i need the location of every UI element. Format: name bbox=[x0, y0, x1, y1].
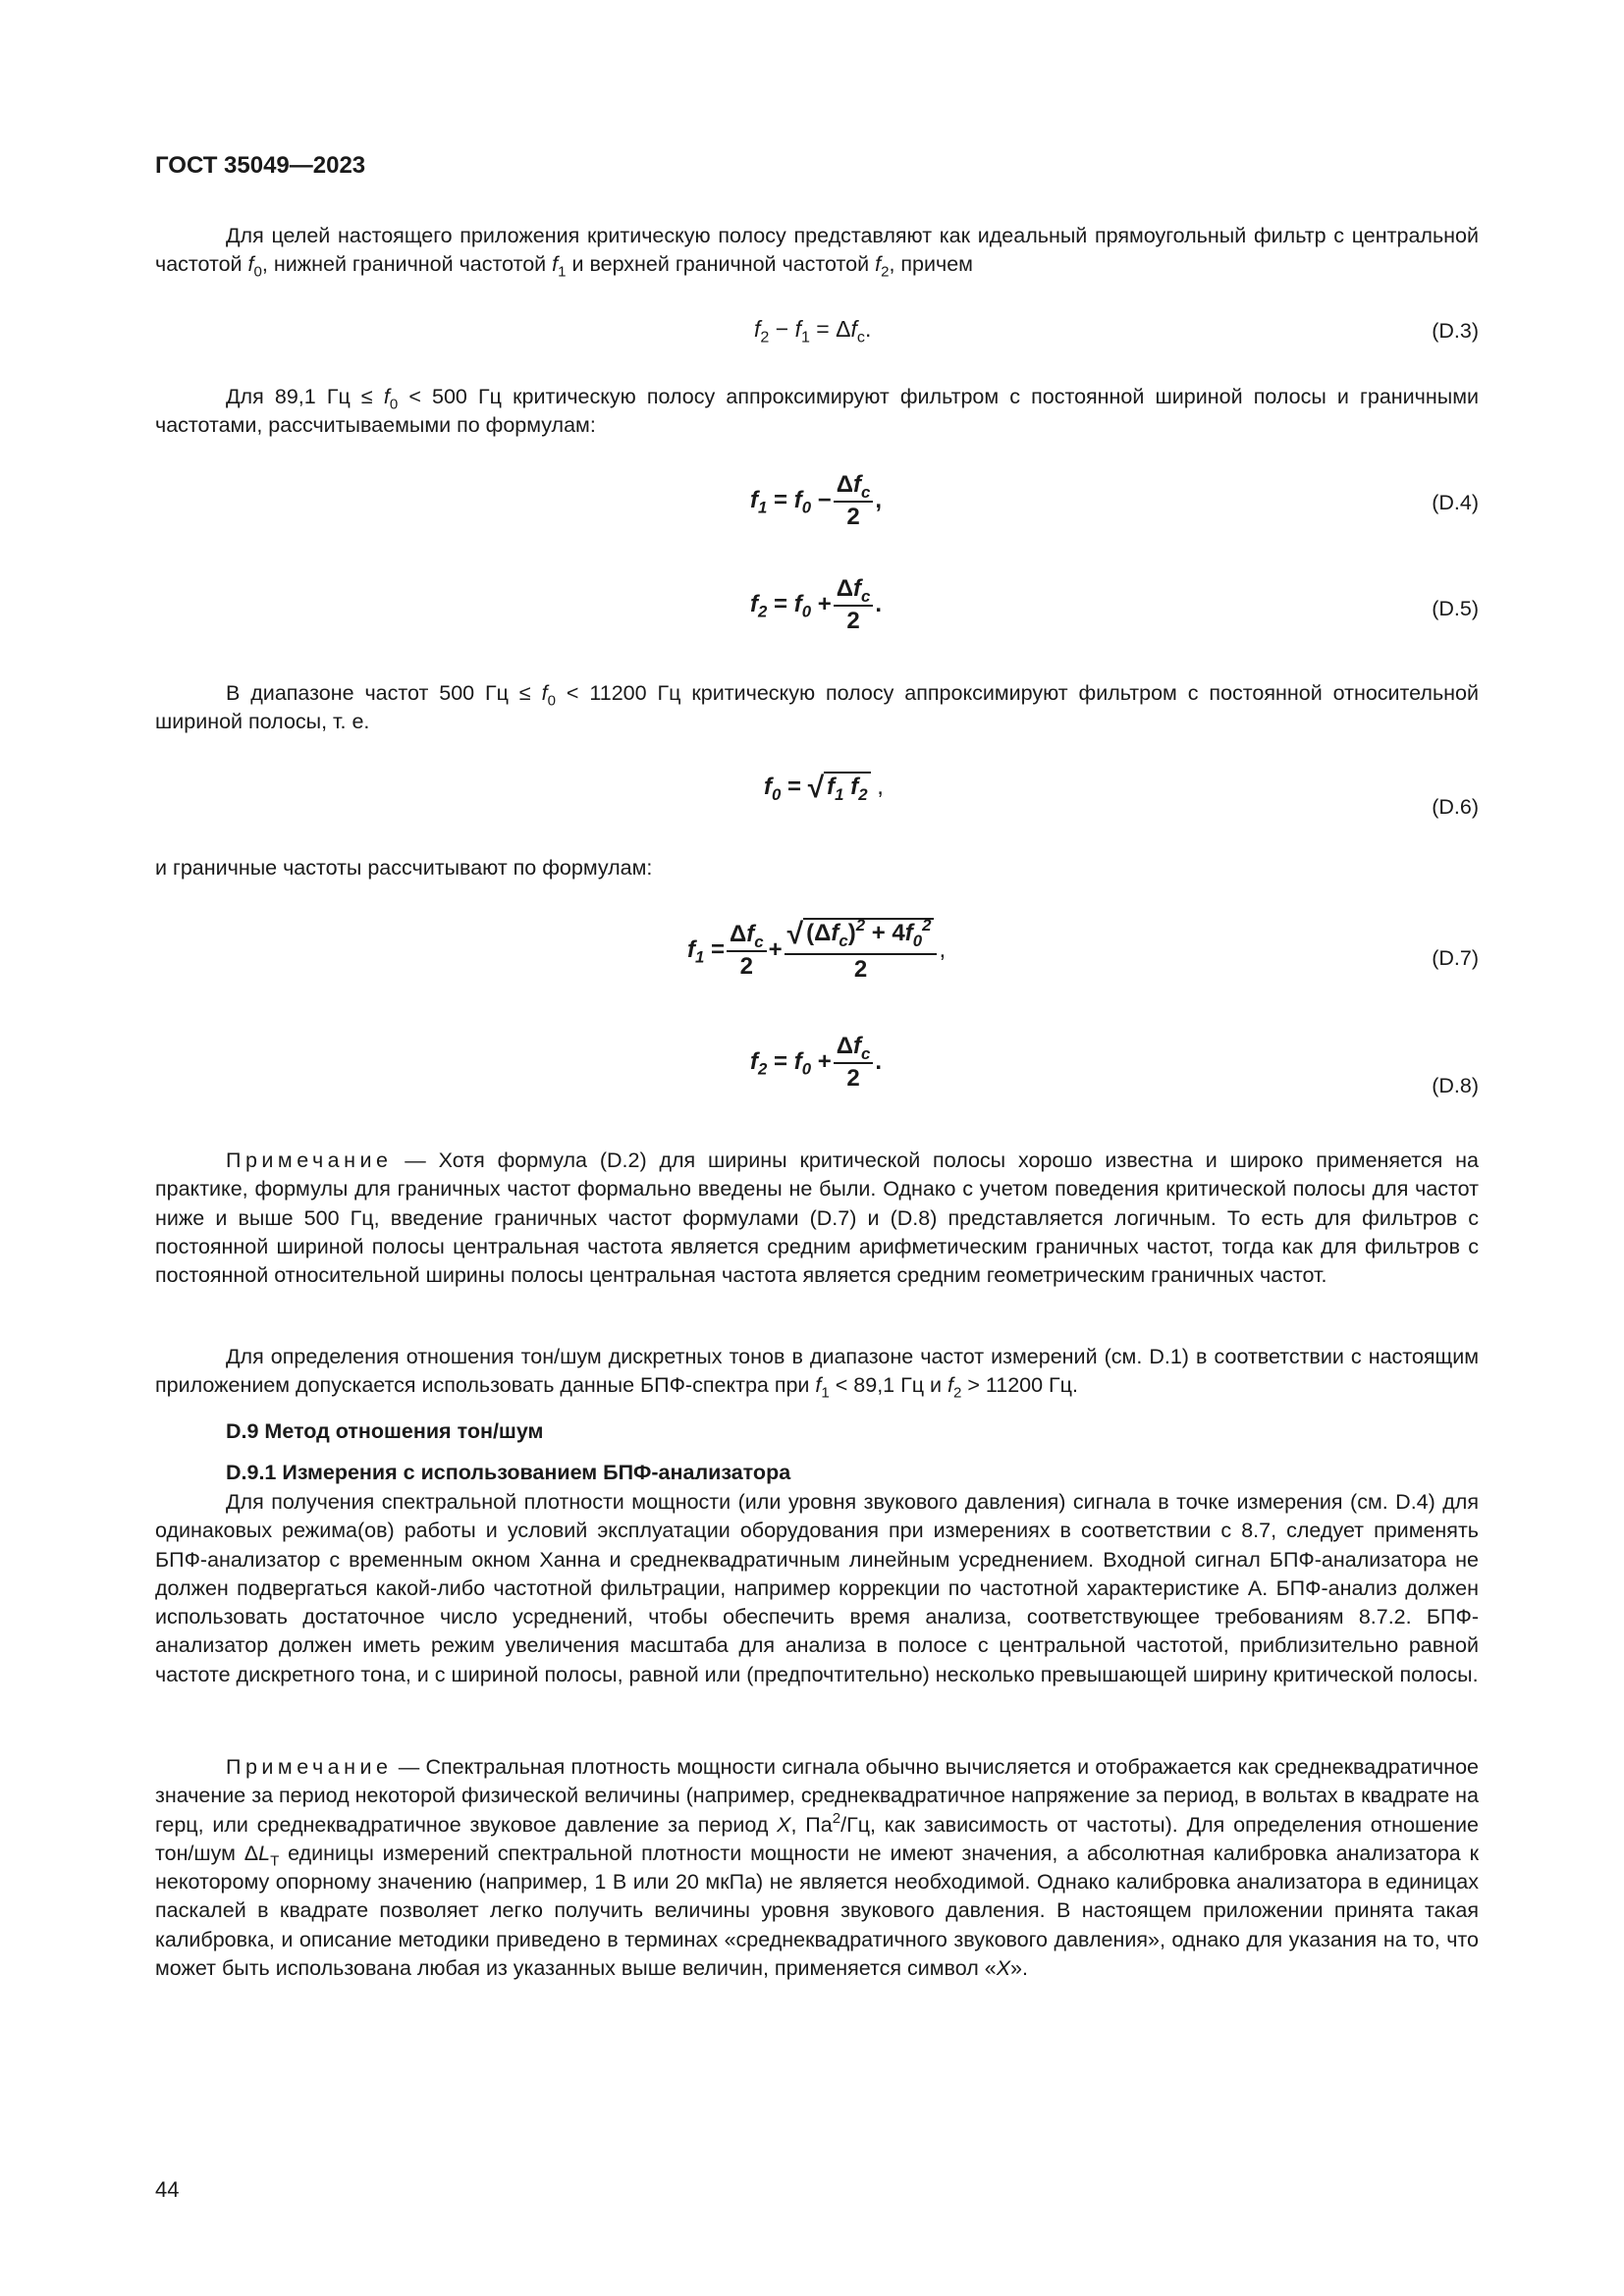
paragraph-critical-band-intro: Для целей настоящего приложения критическую полосу представляют как идеальный прямоугольный фильтр с центральной частотой $f_0$, нижней граничной частотой $f_1$ и верхней граничной частотой $f_2$, причем bbox=[155, 224, 1479, 281]
equation-number-d6: (D.6) bbox=[1432, 795, 1479, 819]
paragraph-fft-spectrum-use: Для определения отношения тон/шум дискретных тонов в диапазоне частот измерений (см. D.1) в соответствии с настоящим приложением допускается использовать данные БПФ-спектра при $f_1 < 89,1$ Гц и $f_2 > 11200$ Гц. bbox=[155, 1345, 1479, 1402]
formula-d4: $f_1 = f_0$ − $\frac{\Delta f_c}{2}$ , bbox=[750, 471, 882, 530]
paragraph-fft-analyzer-measurement: Для получения спектральной плотности мощности (или уровня звукового давления) сигнала в точке измерения (см. D.4) для одинаковых режима(ов) работы и условий эксплуатации оборудования при измерениях в соответствии с 8.7, следует применять БПФ-анализатор с временным окном Ханна и среднеквадратичным линейным усреднением. Входной сигнал БПФ-анализатора не должен подвергаться какой-либо частотной фильтрации, например коррекции по частотной характеристике А. БПФ-анализ должен использовать достаточное число усреднений, чтобы обеспечить время анализа, соответствующее требованиям 8.7.2. БПФ-анализатор должен иметь режим увеличения масштаба для анализа в полосе с центральной частотой, приблизительно равной частоте дискретного тона, и с шириной полосы, равной или (предпочтительно) несколько превышающей ширину критической полосы. bbox=[155, 1490, 1479, 1686]
paragraph-constant-bandwidth: Для 89,1 Гц ≤ $f_0 < 500$ Гц критическую полосу аппроксимируют фильтром с постоянной шириной полосы и граничными частотами, рассчитываемыми по формулам: bbox=[155, 385, 1480, 438]
formula-d6: $f_0$ = √ $f_1$ $f_2$ , bbox=[764, 772, 884, 804]
equation-number-d7: (D.7) bbox=[1432, 946, 1479, 970]
document-header: ГОСТ 35049—2023 bbox=[155, 152, 366, 179]
paragraph-constant-relative-bandwidth: В диапазоне частот 500 Гц ≤ $f_0 < 11200$ Гц критическую полосу аппроксимируют фильтром с постоянной относительной шириной полосы, т. е. bbox=[155, 681, 1479, 734]
paragraph-boundary-frequencies: и граничные частоты рассчитывают по формулам: bbox=[155, 856, 653, 880]
note-boundary-frequencies: Примечание — Хотя формула (D.2) для ширины критической полосы хорошо известна и широко применяется на практике, формулы для граничных частот формально введены не были. Однако с учетом поведения критической полосы для частот ниже и выше 500 Гц, введение граничных частот формулами (D.7) и (D.8) представляется логичным. То есть для фильтров с постоянной шириной полосы центральная частота является средним арифметическим граничных частот, тогда как для фильтров с постоянной относительной ширины полосы центральная частота является средним геометрическим граничных частот. bbox=[155, 1148, 1479, 1288]
note-spectral-density: Примечание — Спектральная плотность мощности сигнала обычно вычисляется и отображается как среднеквадратичное значение за период некоторой физической величины (например, среднеквадратичное напряжение за период, в вольтах в квадрате на герц, или среднеквадратичное звуковое давление за период X, $Па^2/Гц$, как зависимость от частоты). Для определения отношение тон/шум $\Delta L_T$ единицы измерений спектральной плотности мощности не имеют значения, а абсолютная калибровка анализатора к некоторому опорному значению (например, 1 В или 20 мкПа) не является необходимой. Однако калибровка анализатора в единицах паскалей в квадрате позволяет легко получить величины уровня звукового давления. В настоящем приложении принята такая калибровка, и описание методики приведено в терминах «среднеквадратичного звукового давления», однако для указания на то, что может быть использована любая из указанных выше величин, применяется символ «X». bbox=[155, 1755, 1480, 1981]
equation-number-d8: (D.8) bbox=[1432, 1074, 1479, 1097]
formula-d3: $f_2 - f_1 = \Delta f_c$. bbox=[754, 316, 872, 347]
formula-d8: $f_2 = f_0$ + $\frac{\Delta f_c}{2}$ . bbox=[750, 1033, 882, 1092]
equation-number-d3: (D.3) bbox=[1432, 319, 1479, 343]
formula-d7: $f_1$ = $\frac{\Delta f_c}{2}$ + $\frac{√ (\Delta f_c)^2 + 4f_0^2}{2}$ , bbox=[687, 915, 947, 983]
equation-number-d5: (D.5) bbox=[1432, 597, 1479, 620]
formula-d5: $f_2 = f_0$ + $\frac{\Delta f_c}{2}$ . bbox=[750, 575, 882, 634]
heading-d9-1: D.9.1 Измерения с использованием БПФ-анализатора bbox=[226, 1461, 791, 1484]
equation-number-d4: (D.4) bbox=[1432, 491, 1479, 514]
heading-d9: D.9 Метод отношения тон/шум bbox=[226, 1419, 544, 1443]
page-number: 44 bbox=[155, 2177, 180, 2202]
